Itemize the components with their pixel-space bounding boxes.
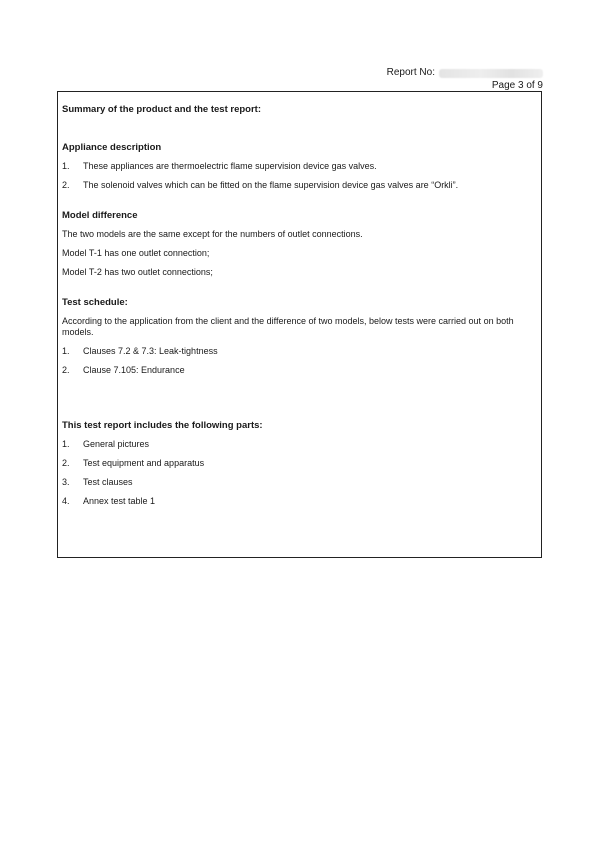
- model-difference-line: Model T-1 has one outlet connection;: [62, 248, 210, 258]
- list-number: 4.: [62, 496, 70, 506]
- page-header: [243, 67, 543, 92]
- list-item: [62, 365, 537, 376]
- list-number: 2.: [62, 180, 70, 190]
- list-text: The solenoid valves which can be fitted on the flame supervision device gas valves are “Orkli”.: [83, 180, 459, 190]
- list-number: 2.: [62, 458, 70, 468]
- model-difference-line: Model T-2 has two outlet connections;: [62, 267, 213, 277]
- list-text: Test equipment and apparatus: [83, 458, 205, 468]
- list-item: [62, 477, 537, 488]
- report-number-line: [243, 67, 543, 79]
- page-number: Page 3 of 9: [491, 80, 543, 91]
- report-no-label: Report No:: [386, 67, 435, 78]
- redacted-report-number: [439, 69, 543, 78]
- list-number: 3.: [62, 477, 70, 487]
- list-item: [62, 496, 537, 507]
- list-item: [62, 439, 537, 450]
- list-text: These appliances are thermoelectric flame supervision device gas valves.: [83, 161, 377, 171]
- test-schedule-intro: According to the application from the client and the difference of two models, below tests were carried out on both models.: [62, 316, 514, 337]
- model-difference-line: The two models are the same except for the numbers of outlet connections.: [62, 229, 363, 239]
- model-difference-title: Model difference: [62, 210, 138, 221]
- list-item: [62, 346, 537, 357]
- list-item: [62, 458, 537, 469]
- list-text: General pictures: [83, 439, 150, 449]
- list-number: 1.: [62, 161, 70, 171]
- list-text: Annex test table 1: [83, 496, 156, 506]
- list-number: 1.: [62, 346, 70, 356]
- list-number: 1.: [62, 439, 70, 449]
- list-item: [62, 161, 537, 172]
- list-text: Clause 7.105: Endurance: [83, 365, 185, 375]
- report-parts-title: This test report includes the following parts:: [62, 420, 263, 431]
- appliance-description-title: Appliance description: [62, 142, 162, 153]
- summary-title: Summary of the product and the test report:: [62, 104, 261, 115]
- list-number: 2.: [62, 365, 70, 375]
- list-text: Test clauses: [83, 477, 133, 487]
- list-item: [62, 180, 537, 191]
- test-schedule-title: Test schedule:: [62, 297, 128, 308]
- list-text: Clauses 7.2 & 7.3: Leak-tightness: [83, 346, 218, 356]
- summary-box: [57, 91, 542, 558]
